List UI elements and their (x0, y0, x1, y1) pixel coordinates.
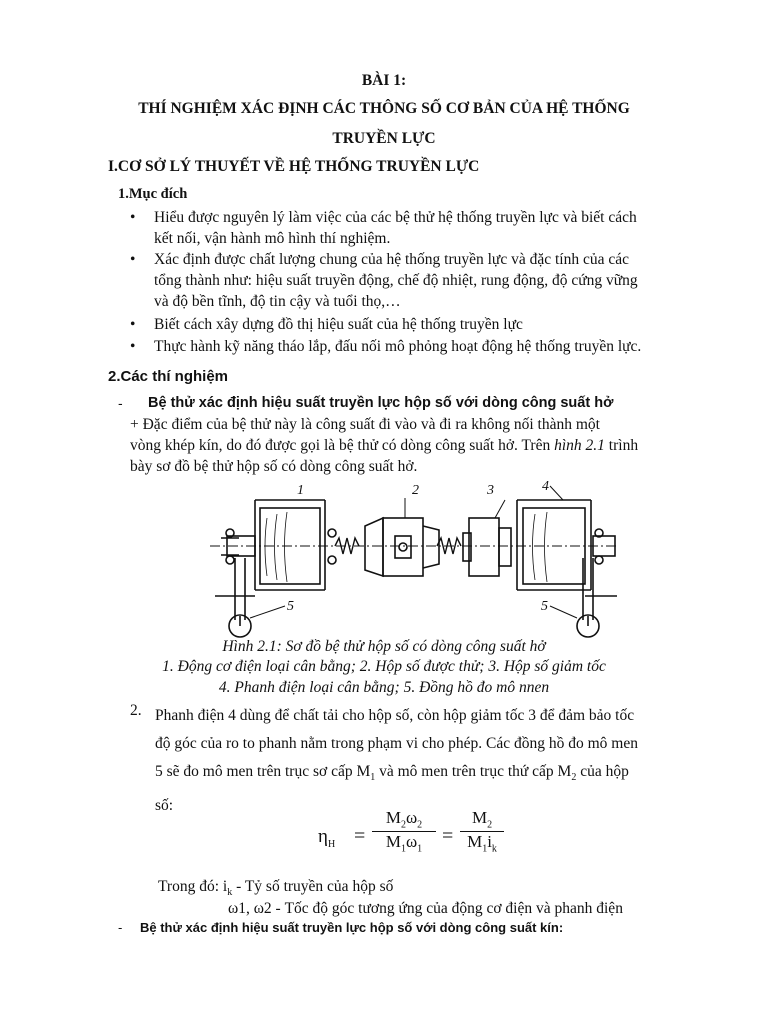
fraction-denominator: $M_1\omega_1$ (385, 832, 423, 855)
bearing (328, 529, 336, 537)
fraction-numerator: $M_2$ (471, 808, 493, 831)
figure-reference: hình 2.1 (554, 437, 605, 454)
experiments-heading: 2.Các thí nghiệm (108, 368, 229, 385)
figure-caption: Hình 2.1: Sơ đồ bệ thử hộp số có dòng công suất hở (222, 638, 546, 655)
test-bench-diagram (205, 478, 625, 638)
section1-heading: I.CƠ SỞ LÝ THUYẾT VỀ HỆ THỐNG TRUYỀN LỰC (108, 158, 480, 175)
diagram-label-5-right: 5 (541, 599, 548, 614)
item2-line: Phanh điện 4 dùng để chất tải cho hộp số, còn hộp giảm tốc 3 để đảm bảo tốc (155, 707, 635, 724)
purpose-heading: 1.Mục đích (118, 186, 188, 202)
title-line-2: TRUYỀN LỰC (332, 130, 436, 147)
bearing (328, 556, 336, 564)
item2-text (155, 702, 695, 820)
where-line: Trong đó: $i_k$ - Tỷ số truyền của hộp số (158, 878, 394, 899)
paragraph-line: vòng khép kín, do đó được gọi là bệ thử có dòng công suất hở. Trên hình 2.1 trình (130, 437, 639, 454)
bullet-icon: • (130, 338, 136, 355)
diagram-label-2: 2 (412, 483, 419, 498)
item2-line: độ góc của ro to phanh nằm trong phạm vi cho phép. Các đồng hồ đo mô men (155, 735, 638, 752)
bullet-line: Biết cách xây dựng đồ thị hiệu suất của hệ thống truyền lực (154, 316, 523, 333)
fraction-numerator: $M_2\omega_2$ (385, 808, 423, 831)
diagram-label-5-left: 5 (287, 599, 294, 614)
item2-number: 2. (130, 702, 142, 719)
title-line-1: THÍ NGHIỆM XÁC ĐỊNH CÁC THÔNG SỐ CƠ BẢN CỦA HỆ THỐNG (138, 100, 630, 117)
omega-line: ω1, ω2 - Tốc độ góc tương ứng của động cơ điện và phanh điện (228, 900, 623, 917)
item2-line: số: (155, 797, 174, 815)
bullet-line: và độ bền tĩnh, độ tin cậy và tuổi thọ,… (154, 293, 401, 310)
formula-fraction-2 (460, 808, 504, 855)
efficiency-formula (318, 808, 498, 864)
figure-legend-1: 1. Động cơ điện loại cân bằng; 2. Hộp số được thử; 3. Hộp số giảm tốc (162, 658, 606, 675)
dash-marker-2: - (118, 920, 123, 935)
test-open-heading: Bệ thử xác định hiệu suất truyền lực hộp số với dòng công suất hở (148, 395, 614, 411)
bullet-line: Xác định được chất lượng chung của hệ thống truyền lực và đặc tính của các (154, 251, 629, 268)
paragraph-line: + Đặc điểm của bệ thử này là công suất đi vào và đi ra không nối thành một (130, 416, 600, 433)
formula-fraction-1 (372, 808, 436, 855)
bullet-line: tổng thành như: hiệu suất truyền động, chế độ nhiệt, rung động, độ cứng vững (154, 272, 638, 289)
bearing (226, 556, 234, 564)
lesson-heading: BÀI 1: (361, 72, 407, 89)
bullet-line: Thực hành kỹ năng tháo lắp, đấu nối mô phỏng hoạt động hệ thống truyền lực. (154, 338, 642, 355)
bullet-line: kết nối, vận hành mô hình thí nghiệm. (154, 230, 391, 247)
gearbox-body (383, 518, 423, 576)
bullet-icon: • (130, 316, 136, 333)
formula-equals-2: = (442, 825, 454, 847)
bullet-icon: • (130, 209, 136, 226)
figure-legend-2: 4. Phanh điện loại cân bằng; 5. Đồng hồ đo mô nnen (218, 679, 550, 696)
gearbox-input (365, 518, 383, 576)
diagram-label-1: 1 (297, 483, 304, 498)
fraction-denominator: $M_1i_k$ (467, 832, 497, 855)
diagram-label-4: 4 (542, 479, 549, 494)
diagram-label-3: 3 (487, 483, 494, 498)
formula-eta: $\eta_H$ (318, 826, 336, 850)
formula-equals-1: = (354, 825, 366, 847)
bullet-line: Hiểu được nguyên lý làm việc của các bệ thử hệ thống truyền lực và biết cách (154, 209, 637, 226)
item2-line: 5 sẽ đo mô men trên trục sơ cấp $M_1$ và mô men trên trục thứ cấp $M_2$ của hộp (155, 763, 629, 784)
dash-marker: - (118, 395, 123, 411)
reducer-body (469, 518, 499, 576)
bullet-icon: • (130, 251, 136, 268)
paragraph-open-test (130, 414, 695, 477)
test-closed-heading: Bệ thử xác định hiệu suất truyền lực hộp số với dòng công suất kín: (140, 920, 564, 935)
paragraph-line: bày sơ đồ bệ thử hộp số có dòng công suất hở. (130, 458, 418, 475)
